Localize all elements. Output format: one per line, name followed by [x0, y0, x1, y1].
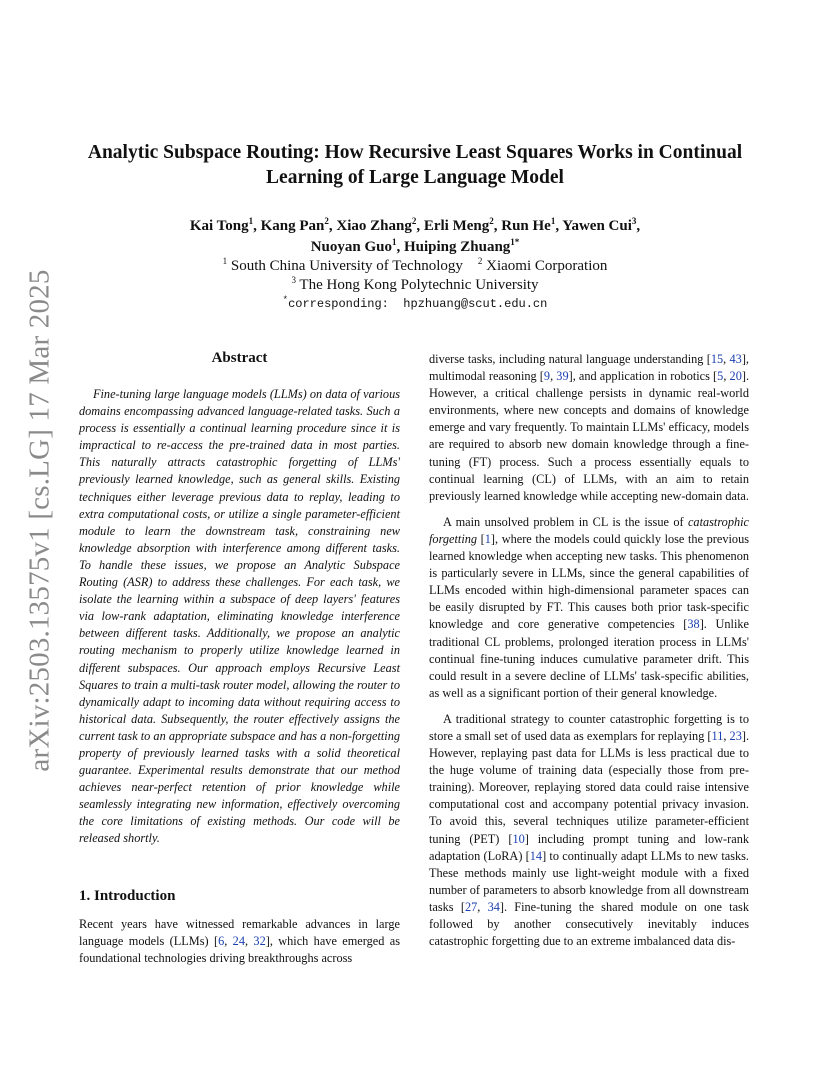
title-line-1: Analytic Subspace Routing: How Recursive Least Squares Works in Continual — [87, 142, 743, 163]
author-line-1 — [110, 216, 720, 237]
introduction-heading: 1. Introduction — [79, 888, 176, 904]
citation-link[interactable]: 27 — [464, 899, 478, 914]
author-name: Kai Tong — [189, 218, 249, 234]
citation-link[interactable]: 15 — [710, 352, 724, 366]
author-separator: , — [636, 218, 641, 234]
author-name: Kang Pan — [260, 218, 325, 234]
affiliation-sup: 2 — [477, 256, 483, 266]
citation-link[interactable]: 14 — [529, 848, 543, 863]
author-separator: , — [493, 218, 502, 234]
text-run: [ — [477, 531, 485, 546]
author-separator: , — [416, 218, 424, 234]
affiliation-sup: 3 — [291, 275, 296, 285]
text-run: ]. However, a critical challenge persists in dynamic real-world environments, where new concepts and domains of knowledge emerge and vary frequently. To maintain LLMs' efficacy, models are required to absorb new domain knowledge through a fine-tuning (FT) process. Such a process essentially equals to continual learning (CL) of LLMs, with an aim to retain previously learned knowledge while accepting new-domain data. — [429, 369, 750, 503]
text-run: ], multimodal reasoning [ — [429, 352, 749, 384]
author-line-2 — [110, 237, 720, 258]
citation-link[interactable]: 20 — [729, 369, 742, 384]
author-name: Nuoyan Guo — [310, 239, 392, 255]
text-run: ], where the models could quickly lose the previous learned knowledge when accepting new tasks. This phenomenon is particularly severe in LLMs, since the general capabilities of LLMs encoded within high-dimensional parameter spaces can be easily disrupted by FT. This causes both prior task-specific knowledge and core generative competencies [ — [429, 531, 750, 632]
affiliation-2: Xiaomi Corporation — [482, 258, 608, 274]
arxiv-id[interactable]: arXiv:2503.13575v1 [cs.LG] 17 Mar 2025 — [23, 268, 56, 772]
affiliation-sup: 1 — [222, 256, 228, 266]
author-affil-sup: 1 — [550, 216, 556, 226]
abstract-body — [79, 386, 400, 848]
author-affil-sup: 2 — [411, 216, 417, 226]
intro-paragraph-start: Recent years have witnessed remarkable advances in large language models (LLMs) [6, 24, 32], which have emerged as foundational technologies driving breakthroughs across — [79, 917, 400, 966]
paper-title — [70, 140, 760, 190]
author-name: Run He — [501, 218, 551, 234]
author-name: Huiping Zhuang — [403, 239, 511, 255]
author-separator: , — [328, 218, 337, 234]
citation-link[interactable]: 10 — [512, 831, 525, 846]
affiliations — [110, 257, 720, 295]
citation-link[interactable]: 9 — [543, 369, 551, 384]
author-affil-sup: 2 — [489, 216, 494, 226]
intro-paragraph-replay: A traditional strategy to counter catastrophic forgetting is to store a small set of used data as exemplars for replaying [11, 23]. However, replaying past data for LLMs is less practical due to the huge volume of training data (especially those from pre-training). Moreover, replaying stored data could raise intensive computational cost and accompany potential privacy invasion. To avoid this, several techniques utilize parameter-efficient tuning (PET) [10] including prompt tuning and low-rank adaptation (LoRA) [14] to continually adapt LLMs to new tasks. These methods mainly use light-weight module with a fixed number of parameters to absorb knowledge from all downstream tasks [27, 34]. Fine-tuning the shared module on one task followed by another consecutively inevitably induces catastrophic forgetting due to an extreme imbalanced data dis- — [429, 711, 750, 949]
intro-paragraph-continued: diverse tasks, including natural language understanding [15, 43], multimodal reasoning [9, 39], and application in robotics [5, 20]. However, a critical challenge persists in dynamic real-world environments, where new concepts and domains of knowledge emerge and vary frequently. To maintain LLMs' efficacy, models are required to absorb new domain knowledge through a fine-tuning (FT) process. Such a process essentially equals to continual learning (CL) of LLMs, with an aim to retain previously learned knowledge while accepting new-domain data. — [429, 352, 750, 503]
author-separator: , — [253, 218, 261, 234]
emphasis: catastrophic forgetting — [429, 514, 749, 546]
author-separator: , — [396, 239, 404, 255]
citation-link[interactable]: 23 — [729, 728, 742, 743]
citation-link[interactable]: 43 — [729, 352, 742, 366]
text-run: A traditional strategy to counter catastrophic forgetting is to store a small set of used data as exemplars for replaying [ — [429, 711, 749, 743]
citation-link[interactable]: 11 — [711, 728, 724, 743]
right-column — [429, 351, 749, 959]
author-separator: , — [555, 218, 563, 234]
affiliation-3: The Hong Kong Polytechnic University — [295, 277, 539, 293]
title-line-2: Learning of Large Language Model — [266, 167, 564, 188]
citation-link[interactable]: 1 — [484, 531, 491, 546]
text-run: ] to continually adapt LLMs to new tasks. These methods mainly use light-weight module with a fixed number of parameters to absorb knowledge from all downstream tasks [ — [429, 848, 749, 914]
corresponding-marker: * — [282, 295, 289, 305]
citation-link[interactable]: 5 — [717, 369, 724, 384]
text-run: ]. Fine-tuning the shared module on one task followed by another consecutively inevitably induces catastrophic forgetting due to an extreme imbalanced data dis- — [429, 899, 749, 949]
intro-paragraph-forgetting — [429, 514, 749, 702]
citation-link[interactable]: 6 — [218, 934, 225, 949]
text-run: ]. Unlike traditional CL problems, prolonged iteration process in LLMs' continual fine-tuning induces cumulative parameter drift. This could result in a severe decline of LLMs' task-specific abilities, as well as a significant portion of their general knowledge. — [429, 617, 749, 700]
author-affil-sup: 3 — [631, 216, 637, 226]
citation-link[interactable]: 34 — [487, 899, 500, 914]
affiliation-1: South China University of Technology — [227, 258, 463, 274]
affiliation-line-1 — [110, 257, 720, 276]
author-affil-sup: 2 — [324, 216, 329, 226]
arxiv-sidebar-stamp[interactable] — [16, 268, 64, 772]
citation-link[interactable]: 32 — [253, 934, 266, 949]
author-affil-sup: 1 — [248, 216, 254, 226]
author-name: Yawen Cui — [562, 218, 632, 234]
text-run: A main unsolved problem in CL is the issue of — [443, 514, 688, 529]
author-list — [110, 216, 720, 258]
author-name: Xiao Zhang — [336, 218, 412, 234]
affiliation-line-2 — [110, 276, 720, 295]
citation-link[interactable]: 38 — [687, 617, 700, 632]
text-run: ], and application in robotics [ — [568, 369, 718, 384]
citation-link[interactable]: 24 — [232, 934, 245, 949]
text-run: Recent years have witnessed remarkable advances in large language models (LLMs) [ — [79, 917, 400, 949]
citation-link[interactable]: 39 — [556, 369, 569, 384]
author-name: Erli Meng — [423, 218, 490, 234]
text-run: ]. However, replaying past data for LLMs is less practical due to the huge volume of training data (especially those from pre-training). Moreover, replaying stored data could raise intensive computational cost and accompany potential privacy invasion. To avoid this, several techniques utilize parameter-efficient tuning (PET) [ — [429, 728, 750, 846]
email-label: corresponding: — [288, 297, 389, 311]
author-affil-sup: 1* — [510, 237, 520, 247]
email-address[interactable]: hpzhuang@scut.edu.cn — [403, 297, 548, 311]
text-run: diverse tasks, including natural language understanding [ — [429, 352, 711, 366]
introduction-left-column — [79, 916, 400, 967]
abstract-text: Fine-tuning large language models (LLMs) on data of various domains encompassing advanced language-related tasks. Such a process is essentially a continual learning procedure since it is impractical to re-access the pre-trained data in most parties. This naturally attracts catastrophic forgetting of LLMs' previously learned knowledge, such as general skills. Existing techniques either leverage previous data to replay, leading to extra computational costs, or utilize a single parameter-efficient module to learn the downstream task, constraining new knowledge absorption with interference among different tasks. To handle these issues, we propose an Analytic Subspace Routing (ASR) to address these challenges. For each task, we isolate the learning within a subspace of deep layers' features via low-rank adaptation, eliminating knowledge interference between different tasks. Additionally, we propose an analytic routing mechanism to properly utilize knowledge learned in different subspaces. Our approach employs Recursive Least Squares to train a multi-task router model, allowing the router to dynamically adapt to incoming data without requiring access to historical data. Subsequently, the router effectively assigns the current task to an appropriate subspace and has a non-forgetting property of previously learned tasks with a solid theoretical guarantee. Experimental results demonstrate that our method achieves near-perfect retention of prior knowledge while seamlessly integrating new information, effectively overcoming the core limitations of existing methods. Our code will be released shortly. — [79, 387, 400, 846]
text-run: ] including prompt tuning and low-rank adaptation (LoRA) [ — [429, 831, 749, 863]
abstract-heading: Abstract — [211, 350, 268, 366]
author-affil-sup: 1 — [391, 237, 397, 247]
text-run: ], which have emerged as foundational technologies driving breakthroughs across — [79, 934, 400, 966]
corresponding-email — [110, 296, 720, 312]
